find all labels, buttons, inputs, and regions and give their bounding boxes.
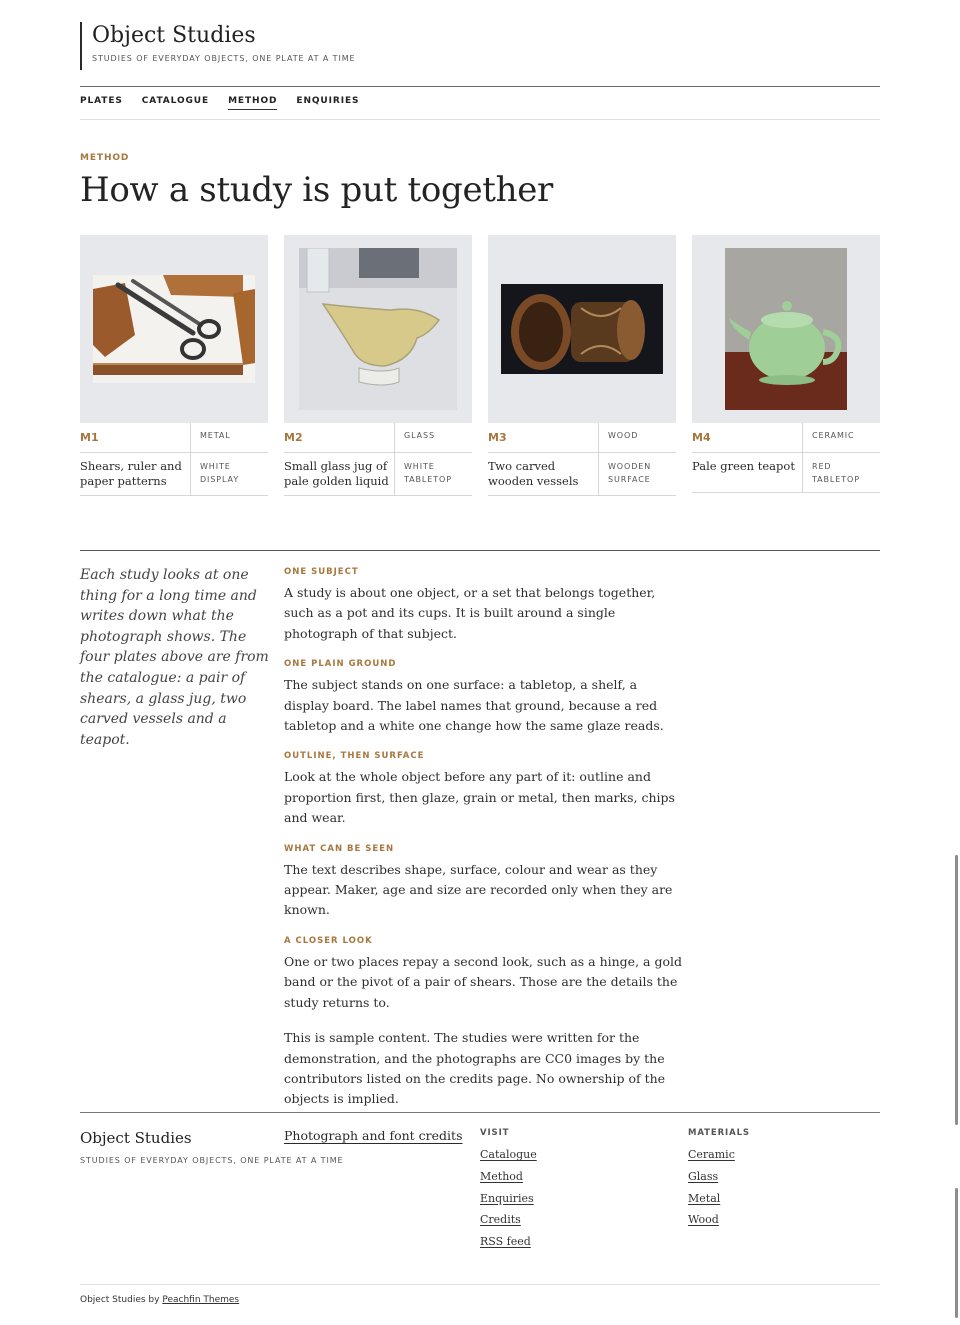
plate-code: M4	[692, 431, 711, 444]
footer-link-ceramic[interactable]: Ceramic	[688, 1148, 735, 1161]
plate-material: CERAMIC	[802, 423, 880, 452]
nav-divider	[80, 119, 880, 120]
plate-material: WOOD	[598, 423, 676, 452]
plate-description: Small glass jug of pale golden liquid	[284, 459, 389, 488]
footer-tagline: STUDIES OF EVERYDAY OBJECTS, ONE PLATE AT A TIME	[80, 1156, 344, 1165]
section-heading: OUTLINE, THEN SURFACE	[284, 751, 425, 762]
section-text: A study is about one object, or a set that belongs together, such as a pot and its cups. It is built around a single photograph of that subject.	[284, 585, 656, 641]
site-tagline: STUDIES OF EVERYDAY OBJECTS, ONE PLATE AT A TIME	[92, 54, 356, 63]
byline-divider	[80, 1284, 880, 1285]
credits-link[interactable]: Photograph and font credits	[284, 1127, 463, 1143]
page-title: How a study is put together	[80, 170, 554, 210]
method-section	[284, 567, 684, 644]
method-section	[284, 844, 684, 921]
plate-meta	[692, 423, 880, 453]
scrollbar-thumb[interactable]	[955, 1188, 958, 1318]
footer-link-enquiries[interactable]: Enquiries	[480, 1191, 534, 1205]
footer-visit	[480, 1128, 537, 1257]
plate-m4[interactable]	[692, 235, 880, 496]
plate-meta	[80, 423, 268, 453]
section-heading: WHAT CAN BE SEEN	[284, 843, 395, 854]
byline-prefix: Object Studies by	[80, 1295, 160, 1305]
plate-details	[80, 453, 268, 496]
section-text: The text describes shape, surface, colour and wear as they appear. Maker, age and size are recorded only when they are known.	[284, 861, 673, 918]
plate-frame	[488, 235, 676, 423]
site-brand[interactable]	[80, 22, 356, 70]
plate-m3[interactable]	[488, 235, 676, 496]
plate-photo-jug[interactable]	[299, 248, 457, 410]
plate-material: METAL	[190, 423, 268, 452]
main-nav	[80, 96, 359, 110]
method-section	[284, 936, 684, 1013]
footer-link-glass[interactable]: Glass	[688, 1169, 719, 1183]
plate-description: Shears, ruler and paper patterns	[80, 459, 182, 488]
method-section	[284, 659, 684, 736]
plate-ground: WHITE DISPLAY	[190, 453, 268, 495]
section-heading: A CLOSER LOOK	[284, 935, 373, 946]
footer-link-rss[interactable]: RSS feed	[480, 1235, 531, 1249]
plate-m2[interactable]	[284, 235, 472, 496]
footer-link-credits[interactable]: Credits	[480, 1213, 521, 1227]
page-eyebrow: METHOD	[80, 153, 130, 163]
nav-catalogue[interactable]: CATALOGUE	[141, 96, 210, 106]
method-body	[284, 567, 684, 1144]
plate-ground: RED TABLETOP	[802, 453, 880, 492]
method-section	[284, 751, 684, 828]
plate-details	[488, 453, 676, 496]
footer-materials-heading: MATERIALS	[688, 1128, 750, 1138]
footer-link-method[interactable]: Method	[480, 1169, 523, 1183]
plate-ground: WHITE TABLETOP	[394, 453, 472, 495]
footer-visit-heading: VISIT	[480, 1128, 510, 1138]
plate-description: Two carved wooden vessels	[488, 459, 579, 488]
byline	[80, 1295, 239, 1305]
plate-photo-shears[interactable]	[93, 275, 255, 383]
nav-method[interactable]: METHOD	[228, 96, 277, 110]
plate-ground: WOODEN SURFACE	[598, 453, 676, 495]
section-heading: ONE PLAIN GROUND	[284, 659, 397, 670]
plate-details	[284, 453, 472, 496]
plate-details	[692, 453, 880, 493]
plate-code: M1	[80, 431, 99, 444]
scrollbar-thumb[interactable]	[955, 855, 958, 1125]
sample-note: This is sample content. The studies were written for the demonstration, and the photographs are CC0 images by the contributors listed on the credits page. No ownership of the objects is implied.	[284, 1030, 666, 1107]
plate-photo-vessels[interactable]	[501, 284, 663, 374]
footer-link-wood[interactable]: Wood	[688, 1213, 719, 1227]
footer-brand[interactable]: Object Studies	[80, 1129, 192, 1147]
plate-frame	[284, 235, 472, 423]
section-text: Look at the whole object before any part of it: outline and proportion first, then glaze, grain or metal, then marks, chips and wear.	[284, 769, 675, 826]
byline-link[interactable]: Peachfin Themes	[162, 1295, 240, 1305]
section-text: The subject stands on one surface: a tabletop, a shelf, a display board. The label names that ground, because a red tabletop and a white one change how the same glaze reads.	[284, 677, 664, 734]
plate-code: M3	[488, 431, 507, 444]
plate-material: GLASS	[394, 423, 472, 452]
plate-meta	[284, 423, 472, 453]
nav-enquiries[interactable]: ENQUIRIES	[296, 96, 360, 106]
footer-link-catalogue[interactable]: Catalogue	[480, 1148, 537, 1161]
plate-meta	[488, 423, 676, 453]
plate-frame	[80, 235, 268, 423]
section-text: One or two places repay a second look, such as a hinge, a gold band or the pivot of a pair of shears. Those are the details the study returns to.	[284, 953, 682, 1010]
plate-frame	[692, 235, 880, 423]
plate-code: M2	[284, 431, 303, 444]
footer-link-metal[interactable]: Metal	[688, 1191, 721, 1205]
lede-text: Each study looks at one thing for a long time and writes down what the photograph shows. The four plates above are from the catalogue: a pair of shears, a glass jug, two carved vessels and a teapot.	[80, 567, 269, 748]
plate-description: Pale green teapot	[692, 459, 795, 473]
section-divider	[80, 550, 880, 551]
footer-materials	[688, 1128, 750, 1235]
plate-m1[interactable]	[80, 235, 268, 496]
site-title[interactable]: Object Studies	[92, 23, 256, 48]
footer-divider	[80, 1112, 880, 1113]
header-divider	[80, 86, 880, 87]
plate-grid	[80, 235, 880, 496]
nav-plates[interactable]: PLATES	[80, 96, 123, 106]
plate-photo-teapot[interactable]	[725, 248, 847, 410]
section-heading: ONE SUBJECT	[284, 567, 359, 577]
